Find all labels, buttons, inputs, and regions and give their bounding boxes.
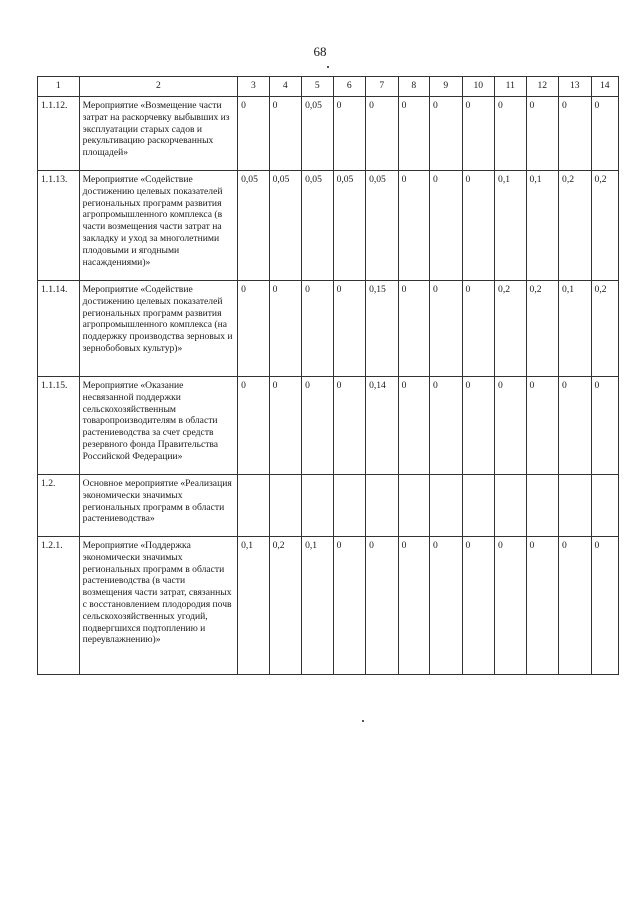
row-value: 0 [269, 281, 302, 377]
row-value [526, 475, 559, 537]
row-value: 0 [495, 97, 526, 171]
row-value: 0 [495, 377, 526, 475]
row-value: 0,2 [591, 281, 618, 377]
column-header: 12 [526, 77, 559, 97]
row-value: 0 [398, 537, 429, 675]
row-value [302, 475, 333, 537]
row-value: 0 [462, 97, 495, 171]
table-row [38, 377, 619, 475]
row-value: 0,2 [495, 281, 526, 377]
row-value: 0 [591, 537, 618, 675]
row-value: 0 [526, 537, 559, 675]
row-value: 0 [398, 281, 429, 377]
row-value: 0 [526, 377, 559, 475]
row-code: 1.1.12. [38, 97, 80, 171]
row-name: Мероприятие «Поддержка экономически значимых региональных программ в области растениеводства (в части возмещения части затрат, связанных с восстановлением плодородия почв сельскохозяйственных угодий, подвергшихся подтоплению и переувлажнению)» [79, 537, 237, 675]
table-row [38, 475, 619, 537]
row-value: 0,15 [366, 281, 399, 377]
row-name: Мероприятие «Содействие достижению целевых показателей региональных программ развития агропромышленного комплекса (на поддержку производства зерновых и зернобобовых культур)» [79, 281, 237, 377]
row-value: 0,1 [526, 171, 559, 281]
column-header: 13 [559, 77, 592, 97]
table-row [38, 171, 619, 281]
row-value: 0 [462, 171, 495, 281]
row-value: 0,05 [238, 171, 269, 281]
row-value: 0 [559, 537, 592, 675]
row-value [366, 475, 399, 537]
header-row [38, 77, 619, 97]
row-value: 0,1 [559, 281, 592, 377]
row-value [559, 475, 592, 537]
row-value: 0,14 [366, 377, 399, 475]
row-value: 0 [333, 97, 366, 171]
row-name: Мероприятие «Возмещение части затрат на раскорчевку выбывших из эксплуатации старых садов и рекультивацию раскорчеванных площадей» [79, 97, 237, 171]
row-value: 0 [591, 97, 618, 171]
row-value: 0 [366, 97, 399, 171]
row-value: 0 [333, 377, 366, 475]
row-value: 0 [430, 377, 463, 475]
column-header: 11 [495, 77, 526, 97]
scan-speck [362, 720, 364, 722]
row-value [269, 475, 302, 537]
row-value [430, 475, 463, 537]
column-header: 1 [38, 77, 80, 97]
column-header: 7 [366, 77, 399, 97]
row-value [398, 475, 429, 537]
row-value: 0 [269, 97, 302, 171]
row-value: 0,05 [333, 171, 366, 281]
row-value: 0 [398, 97, 429, 171]
row-value: 0,2 [269, 537, 302, 675]
row-code: 1.2.1. [38, 537, 80, 675]
row-value: 0,05 [366, 171, 399, 281]
row-value: 0,2 [526, 281, 559, 377]
row-value: 0 [430, 537, 463, 675]
column-header: 4 [269, 77, 302, 97]
row-value [495, 475, 526, 537]
row-value: 0,1 [238, 537, 269, 675]
row-name: Мероприятие «Содействие достижению целевых показателей региональных программ развития агропромышленного комплекса (в части возмещения части затрат на закладку и уход за многолетними плодовыми и ягодными насаждениями)» [79, 171, 237, 281]
row-value: 0 [526, 97, 559, 171]
row-value [333, 475, 366, 537]
row-value: 0 [302, 281, 333, 377]
row-value: 0 [302, 377, 333, 475]
row-value: 0 [398, 377, 429, 475]
row-value [591, 475, 618, 537]
row-value: 0,05 [269, 171, 302, 281]
column-header: 3 [238, 77, 269, 97]
column-header: 14 [591, 77, 618, 97]
row-value: 0 [238, 97, 269, 171]
table-row [38, 537, 619, 675]
row-value: 0,2 [591, 171, 618, 281]
row-value: 0 [333, 281, 366, 377]
scan-speck [327, 66, 329, 68]
column-header: 5 [302, 77, 333, 97]
row-value: 0 [398, 171, 429, 281]
row-value [462, 475, 495, 537]
row-code: 1.1.13. [38, 171, 80, 281]
row-value: 0 [269, 377, 302, 475]
row-value: 0 [238, 281, 269, 377]
column-header: 6 [333, 77, 366, 97]
row-value: 0 [238, 377, 269, 475]
row-value: 0 [559, 97, 592, 171]
row-value: 0,2 [559, 171, 592, 281]
column-header: 10 [462, 77, 495, 97]
row-value: 0 [462, 537, 495, 675]
row-code: 1.2. [38, 475, 80, 537]
column-header: 9 [430, 77, 463, 97]
column-header: 8 [398, 77, 429, 97]
row-name: Мероприятие «Оказание несвязанной поддержки сельскохозяйственным товаропроизводителям в области растениеводства за счет средств резервного фонда Правительства Российской Федерации» [79, 377, 237, 475]
page-number: 68 [313, 44, 327, 59]
row-value: 0 [559, 377, 592, 475]
row-value: 0,05 [302, 97, 333, 171]
row-value: 0 [430, 97, 463, 171]
row-value: 0 [495, 537, 526, 675]
column-header: 2 [79, 77, 237, 97]
row-value: 0 [462, 377, 495, 475]
row-value: 0 [333, 537, 366, 675]
row-name: Основное мероприятие «Реализация экономически значимых региональных программ в области растениеводства» [79, 475, 237, 537]
row-value: 0 [430, 281, 463, 377]
table-row [38, 281, 619, 377]
row-value: 0,1 [302, 537, 333, 675]
row-value: 0,05 [302, 171, 333, 281]
row-value: 0,1 [495, 171, 526, 281]
row-value: 0 [430, 171, 463, 281]
indicators-table [37, 76, 619, 675]
row-value: 0 [591, 377, 618, 475]
row-code: 1.1.14. [38, 281, 80, 377]
row-code: 1.1.15. [38, 377, 80, 475]
row-value [238, 475, 269, 537]
row-value: 0 [462, 281, 495, 377]
row-value: 0 [366, 537, 399, 675]
table-row [38, 97, 619, 171]
